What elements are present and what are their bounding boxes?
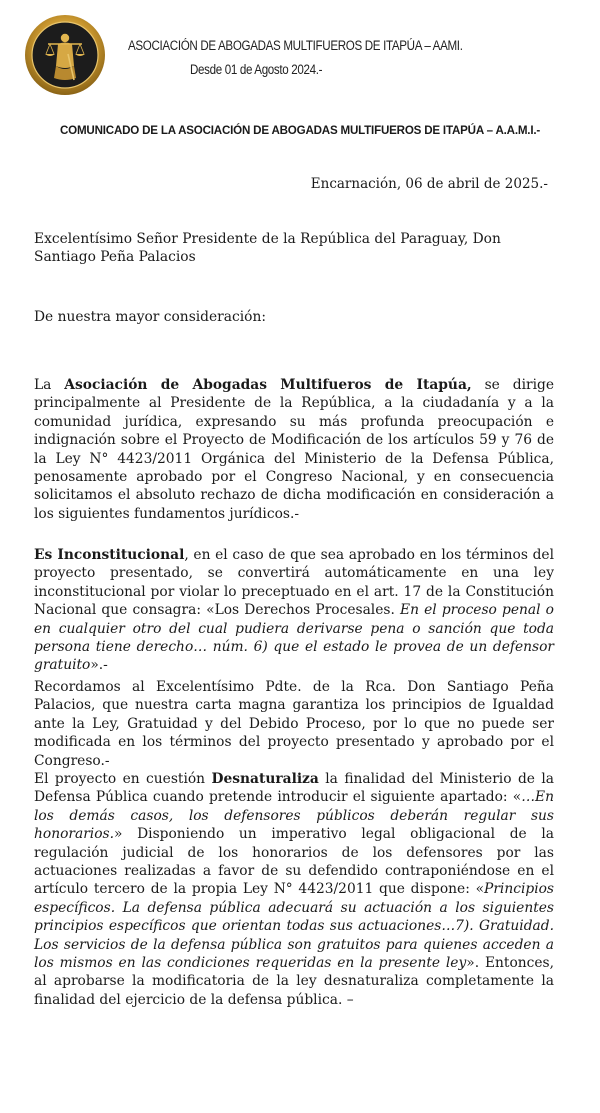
proposed-clause-quote: …En los demás casos, los defensores públicos deberán regular sus honorarios. bbox=[34, 789, 554, 843]
law-article-quote: Principios específicos. La defensa pública adecuará su actuación a los siguientes principios específicos que orientan todas sus actuaciones…7). Gratuidad. Los servicios de la defensa pública son gratuitos para quienes acceden a los mismos en las condiciones requeridas en la presente ley bbox=[34, 881, 554, 972]
paragraph-3: Recordamos al Excelentísimo Pdte. de la Rca. Don Santiago Peña Palacios, que nuestra carta magna garantiza los principios de Igualdad ante la Ley, Gratuidad y del Debido Proceso, por lo que no puede ser modificada en los términos del proyecto presentado y aprobado por el Congreso.- bbox=[34, 679, 554, 769]
unconstitutional-bold: Es Inconstitucional bbox=[34, 547, 185, 563]
paragraph-4: El proyecto en cuestión Desnaturaliza la finalidad del Ministerio de la Defensa Pública cuando pretende introducir el siguiente apartado: «…En los demás casos, los defensores públicos deberán regular sus honorarios.» Disponiendo un imperativo legal obligacional de la regulación judicial de los honorarios de los defensores por las actuaciones realizadas a favor de su defendido contraponiéndose en el artículo tercero de la propia Ley N° 4423/2011 que dispone: «Principios específicos. La defensa pública adecuará su actuación a los siguientes principios específicos que orientan todas sus actuaciones…7). Gratuidad. Los servicios de la defensa pública son gratuitos para quienes acceden a los mismos en las condiciones requeridas en la presente ley». Entonces, al aprobarse la modificatoria de la ley desnaturaliza completamente la finalidad del ejercicio de la defensa pública. – bbox=[34, 771, 555, 1008]
document-date: Encarnación, 06 de abril de 2025.- bbox=[310, 176, 548, 192]
association-logo bbox=[24, 14, 106, 96]
constitution-quote: En el proceso penal o en cualquier otro del cual pudiera derivarse pena o sanción que toda persona tiene derecho… núm. 6) que el estado le provea de un defensor gratuito bbox=[34, 602, 554, 674]
greeting: De nuestra mayor consideración: bbox=[34, 309, 266, 325]
addressee: Excelentísimo Señor Presidente de la República del Paraguay, Don Santiago Peña Palacios bbox=[34, 231, 501, 266]
association-since-line: Desde 01 de Agosto 2024.- bbox=[190, 62, 323, 77]
association-name-bold: Asociación de Abogadas Multifueros de Itapúa, bbox=[64, 377, 472, 393]
paragraph-2: Es Inconstitucional, en el caso de que sea aprobado en los términos del proyecto presentado, se convertirá automáticamente en una ley inconstitucional por violar lo preceptuado en el art. 17 de la Constitución Nacional que consagra: «Los Derechos Procesales. En el proceso penal o en cualquier otro del cual pudiera derivarse pena o sanción que toda persona tiene derecho… núm. 6) que el estado le provea de un defensor gratuito».- bbox=[34, 547, 554, 674]
denatures-bold: Desnaturaliza bbox=[211, 771, 319, 787]
association-name-heading: ASOCIACIÓN DE ABOGADAS MULTIFUEROS DE ITAPÚA – AAMI. bbox=[128, 38, 463, 53]
communique-title: COMUNICADO DE LA ASOCIACIÓN DE ABOGADAS MULTIFUEROS DE ITAPÚA – A.A.M.I.- bbox=[59, 124, 541, 137]
paragraph-1: La Asociación de Abogadas Multifueros de Itapúa, se dirige principalmente al Presidente de la República, a la ciudadanía y a la comunidad jurídica, expresando su más profunda preocupación e indignación sobre el Proyecto de Modificación de los artículos 59 y 76 de la Ley N° 4423/2011 Orgánica del Ministerio de la Defensa Pública, penosamente aprobado por el Congreso Nacional, y en consecuencia solicitamos el absoluto rechazo de dicha modificación en consideración a los siguientes fundamentos jurídicos.- bbox=[34, 377, 554, 522]
